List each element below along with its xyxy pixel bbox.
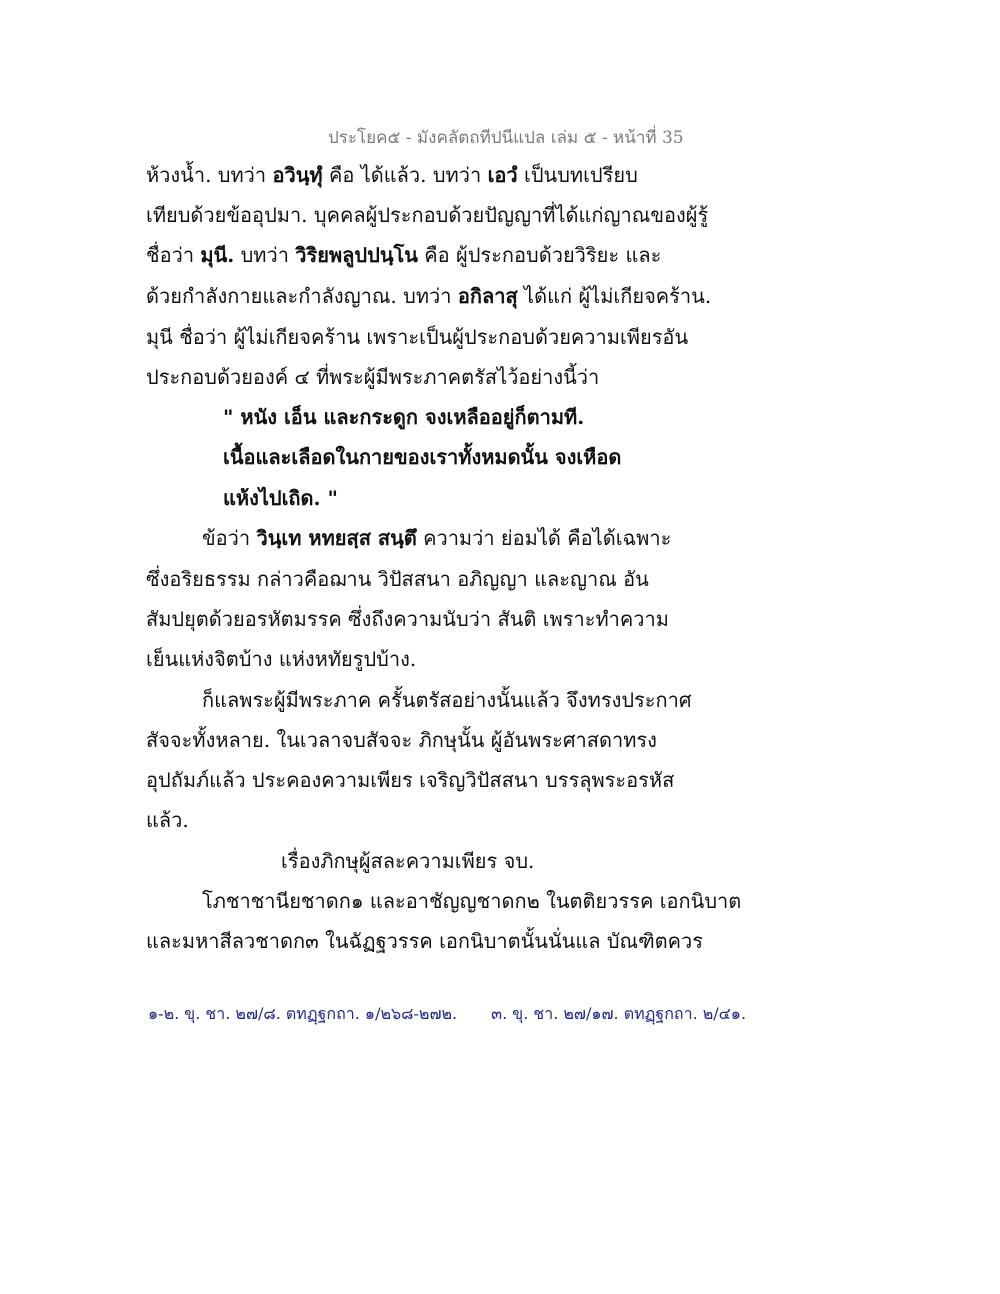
verse-line [223, 445, 621, 469]
footnote-ref-1: ๑-๒. ขุ. ชา. ๒๗/๘. ตทฏฺฐกถา. ๑/๒๖๘-๒๗๒. [148, 1004, 458, 1023]
text-segment: โภชาชานียชาดก๑ และอาชัญญชาดก๒ ในตติยวรรค เอกนิบาต [202, 889, 742, 913]
text-segment: เทียบด้วยข้ออุปมา. บุคคลผู้ประกอบด้วยปัญญาที่ได้แก่ญาณของผู้รู้ [146, 203, 709, 227]
bold-term: วินฺเท หทยสฺส สนฺตึ [256, 526, 417, 550]
text-line [202, 526, 671, 550]
text-segment: ความว่า ย่อมได้ คือได้เฉพาะ [416, 526, 672, 550]
text-segment: มุนี ชื่อว่า ผู้ไม่เกียจคร้าน เพราะเป็นผู้ประกอบด้วยความเพียรอัน [146, 325, 689, 349]
text-segment: สัมปยุตด้วยอรหัตมรรค ซึ่งถึงความนับว่า สันติ เพราะทำความ [146, 607, 669, 631]
bold-term: แห้งไปเถิด. " [223, 486, 338, 510]
text-line [146, 808, 189, 832]
text-segment: ด้วยกำลังกายและกำลังญาณ. บทว่า [146, 284, 458, 308]
text-segment: ประกอบด้วยองค์ ๔ ที่พระผู้มีพระภาคตรัสไว้อย่างนี้ว่า [146, 365, 600, 389]
text-line [146, 163, 638, 187]
text-line [146, 768, 674, 792]
text-line [146, 607, 669, 631]
text-segment: ได้แก่ ผู้ไม่เกียจคร้าน. [517, 284, 712, 308]
text-segment: อุปถัมภ์แล้ว ประคองความเพียร เจริญวิปัสสนา บรรลุพระอรหัส [146, 768, 675, 792]
bold-term: เนื้อและเลือดในกายของเราทั้งหมดนั้น จงเหือด [223, 445, 622, 469]
bold-term: เอวํ [487, 163, 518, 187]
footnote-ref-2: ๓. ขุ. ชา. ๒๗/๑๗. ตทฏฺฐกถา. ๒/๔๑. [491, 1004, 747, 1023]
text-segment: เป็นบทเปรียบ [517, 163, 638, 187]
text-line [146, 728, 657, 752]
text-segment: ห้วงน้ำ. บทว่า [146, 163, 273, 187]
text-segment: เย็นแห่งจิตบ้าง แห่งหทัยรูปบ้าง. [146, 647, 417, 671]
text-line [146, 325, 688, 349]
text-segment: เรื่องภิกษุผู้สละความเพียร จบ. [281, 849, 535, 873]
bold-term: วิริยพลูปปนฺโน [295, 243, 418, 267]
text-segment: และมหาสีลวชาดก๓ ในฉัฏฐวรรค เอกนิบาตนั้นนั่นแล บัณฑิตควร [146, 929, 704, 953]
bold-term: อกิลาสุ [457, 284, 518, 308]
text-line [146, 203, 708, 227]
bold-term: " หนัง เอ็น และกระดูก จงเหลืออยู่ก็ตามที. [223, 405, 585, 429]
verse-line [223, 486, 338, 510]
text-segment: สัจจะทั้งหลาย. ในเวลาจบสัจจะ ภิกษุนั้น ผู้อันพระศาสดาทรง [146, 728, 657, 752]
page-header: ประโยค๕ - มังคลัตถทีปนีแปล เล่ม ๕ - หน้าที่ 35 [328, 128, 684, 148]
verse-line [223, 405, 584, 429]
text-segment: ก็แลพระผู้มีพระภาค ครั้นตรัสอย่างนั้นแล้ว จึงทรงประกาศ [202, 688, 692, 712]
text-line [146, 567, 649, 591]
bold-term: อวินฺทุํ [272, 163, 323, 187]
text-segment: ข้อว่า [202, 526, 257, 550]
text-line [146, 647, 416, 671]
text-line [146, 284, 711, 308]
text-segment: คือ ผู้ประกอบด้วยวิริยะ และ [417, 243, 662, 267]
text-line [146, 243, 661, 267]
text-line [202, 889, 741, 913]
text-segment: ซึ่งอริยธรรม กล่าวคือฌาน วิปัสสนา อภิญญา และญาณ อัน [146, 567, 649, 591]
story-end-line [281, 849, 534, 873]
footnote-line [148, 1002, 746, 1027]
text-segment: คือ ได้แล้ว. บทว่า [322, 163, 488, 187]
text-line [202, 688, 692, 712]
text-segment: บทว่า [234, 243, 296, 267]
text-segment: แล้ว. [146, 808, 189, 832]
text-line [146, 365, 599, 389]
bold-term: มุนี. [200, 243, 235, 267]
text-segment: ชื่อว่า [146, 243, 201, 267]
text-line [146, 929, 703, 953]
